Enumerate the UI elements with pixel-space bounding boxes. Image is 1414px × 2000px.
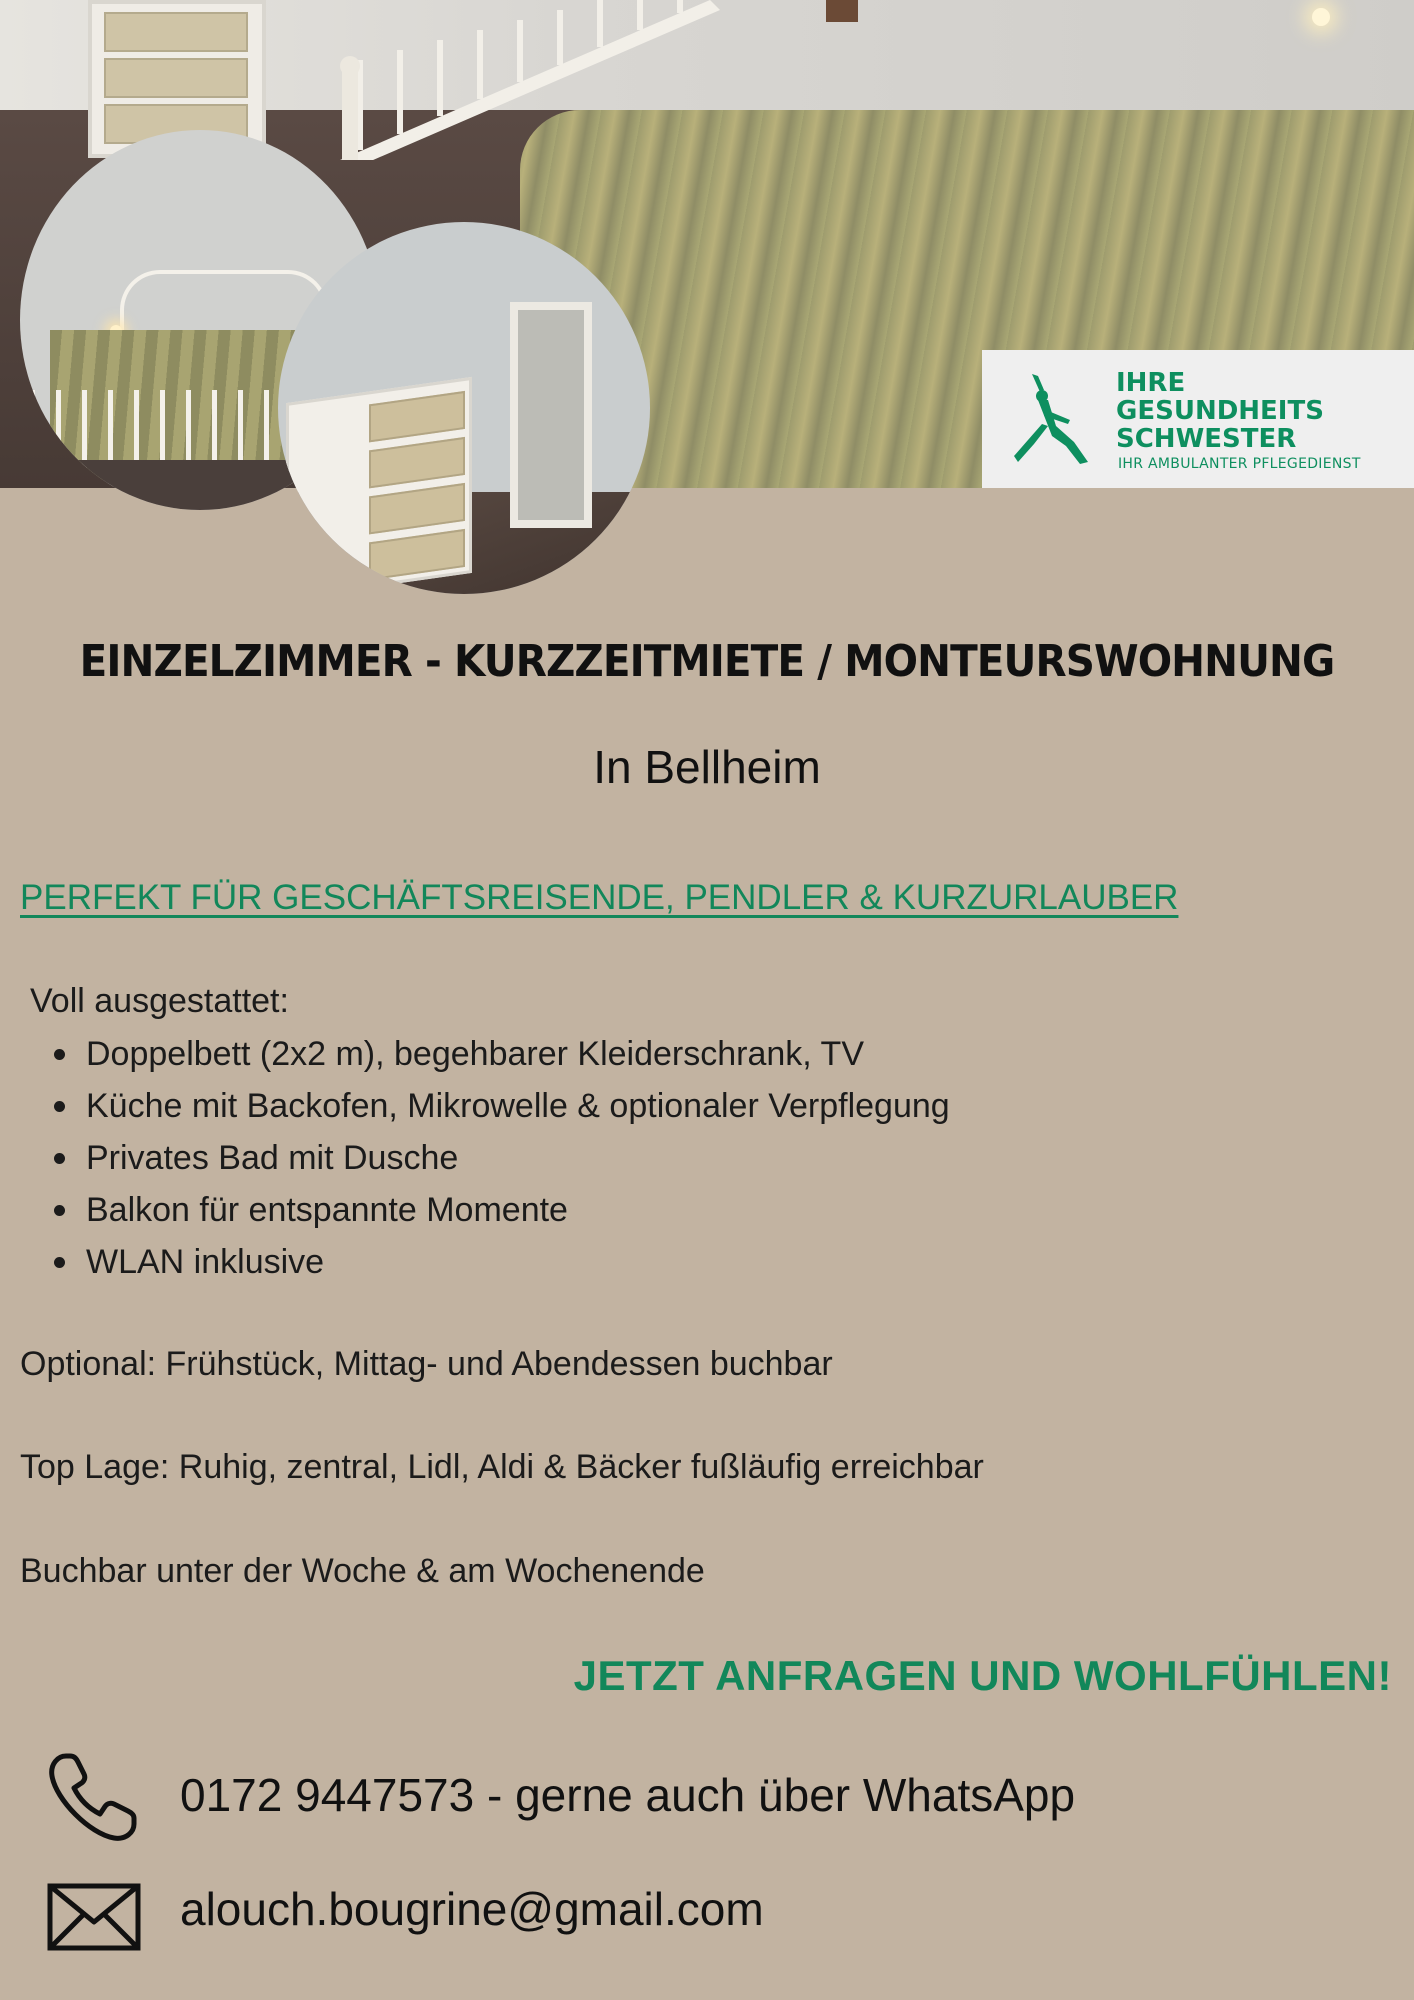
- photo-circle-dresser: [278, 222, 650, 594]
- feature-list: [86, 1034, 950, 1294]
- standing-mirror: [510, 302, 592, 528]
- mail-icon: [46, 1882, 142, 1952]
- optional-meals-text: Optional: Frühstück, Mittag- und Abendessen buchbar: [20, 1345, 833, 1383]
- email-address[interactable]: alouch.bougrine@gmail.com: [180, 1883, 764, 1935]
- phone-icon: [46, 1748, 142, 1844]
- yoga-figure-icon: [1012, 370, 1092, 470]
- target-audience-tagline: PERFEKT FÜR GESCHÄFTSREISENDE, PENDLER & KURZURLAUBER: [20, 878, 1179, 917]
- equipment-label: Voll ausgestattet:: [30, 982, 289, 1020]
- company-logo: [982, 350, 1414, 488]
- location-info-text: Top Lage: Ruhig, zentral, Lidl, Aldi & Bäcker fußläufig erreichbar: [20, 1448, 984, 1486]
- feature-item: Küche mit Backofen, Mikrowelle & optionaler Verpflegung: [86, 1086, 950, 1138]
- hero-ceiling-beam: [826, 0, 858, 22]
- logo-text-line-3: SCHWESTER: [1116, 424, 1297, 454]
- dresser-drawer: [104, 12, 248, 52]
- availability-text: Buchbar unter der Woche & am Wochenende: [20, 1552, 705, 1590]
- dresser-drawer: [369, 437, 465, 488]
- dresser-drawer: [369, 483, 465, 534]
- logo-text-line-1: IHRE: [1116, 368, 1186, 398]
- dresser-drawer: [369, 391, 465, 442]
- dresser: [286, 377, 472, 594]
- dresser-drawer: [104, 58, 248, 98]
- feature-item: Doppelbett (2x2 m), begehbarer Kleiderschrank, TV: [86, 1034, 950, 1086]
- logo-text-line-2: GESUNDHEITS: [1116, 396, 1324, 426]
- hero-lamp: [1312, 8, 1330, 26]
- page-title: EINZELZIMMER - KURZZEITMIETE / MONTEURSWOHNUNG: [79, 636, 1335, 687]
- feature-item: Privates Bad mit Dusche: [86, 1138, 950, 1190]
- phone-number[interactable]: 0172 9447573 - gerne auch über WhatsApp: [180, 1769, 1076, 1821]
- dresser-drawer: [369, 529, 465, 580]
- location-subtitle: In Bellheim: [593, 741, 821, 793]
- logo-tagline: IHR AMBULANTER PFLEGEDIENST: [1118, 456, 1361, 472]
- feature-item: WLAN inklusive: [86, 1242, 950, 1294]
- call-to-action: JETZT ANFRAGEN UND WOHLFÜHLEN!: [573, 1652, 1392, 1699]
- feature-item: Balkon für entspannte Momente: [86, 1190, 950, 1242]
